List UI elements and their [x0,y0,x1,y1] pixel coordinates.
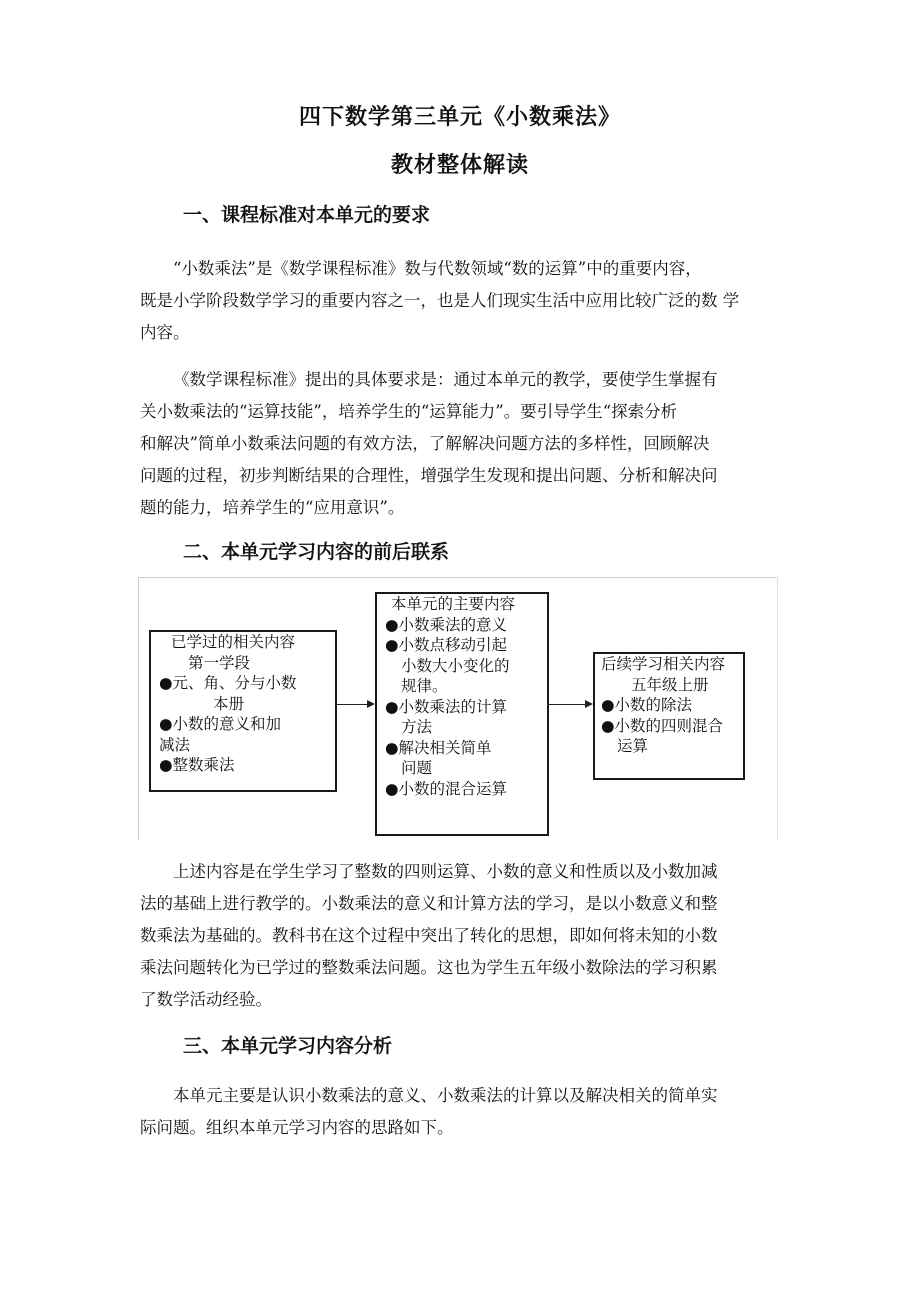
box-line: 五年级上册 [631,675,709,694]
arrow-connector [335,704,367,705]
text-line: 数乘法为基础的。教科书在这个过程中突出了转化的思想，即如何将未知的小数 [140,926,718,945]
text-line: 《数学课程标准》提出的具体要求是：通过本单元的教学，要使学生掌握有 [173,370,718,389]
box-line: 已学过的相关内容 [171,633,296,651]
document-subtitle: 教材整体解读 [390,153,529,178]
prior-knowledge-box [149,630,337,792]
box-line: ●元、角、分与小数 [159,674,297,692]
section-1-paragraph-1 [140,253,802,349]
text-line: 乘法问题转化为已学过的整数乘法问题。这也为学生五年级小数除法的学习积累 [140,958,718,977]
section-1-paragraph-2 [140,364,802,524]
box-line: 问题 [401,759,433,777]
box-line: ●整数乘法 [159,756,235,774]
box-line: 运算 [617,737,649,755]
section-2-paragraph [140,856,802,1016]
box-line: 小数大小变化的 [401,656,510,675]
text-line: 际问题。组织本单元学习内容的思路如下。 [140,1118,454,1137]
box-line: ●小数的混合运算 [385,779,508,798]
follow-up-content-box [593,652,745,780]
text-line: 关小数乘法的“运算技能”，培养学生的“运算能力”。要引导学生“探索分析 [140,402,678,421]
main-content-box [375,592,549,836]
content-relationship-diagram [138,577,778,840]
box-line: ●小数的四则混合 [601,716,724,735]
box-line: 规律。 [401,677,448,695]
text-line: “小数乘法”是《数学课程标准》数与代数领域“数的运算”中的重要内容， [173,259,702,278]
arrow-connector [547,704,585,705]
text-line: 了数学活动经验。 [140,990,272,1009]
box-line: ●小数乘法的计算 [385,697,508,716]
text-line: 本单元主要是认识小数乘法的意义、小数乘法的计算以及解决相关的简单实 [173,1086,718,1105]
text-line: 上述内容是在学生学习了整数的四则运算、小数的意义和性质以及小数加减 [173,862,718,881]
box-line: 本册 [213,694,245,713]
box-line: 方法 [401,718,433,736]
section-3-heading: 三、本单元学习内容分析 [183,1035,393,1057]
text-line: 内容。 [140,323,190,342]
document-title: 四下数学第三单元《小数乘法》 [298,105,621,130]
box-line: 后续学习相关内容 [601,655,726,673]
text-line: 既是小学阶段数学学习的重要内容之一，也是人们现实生活中应用比较广泛的数 学 [140,291,740,310]
box-line: 第一学段 [188,653,251,672]
arrow-head-icon [585,700,593,708]
box-line: ●小数的意义和加 [159,715,282,733]
box-line: ●小数的除法 [601,696,693,714]
arrow-head-icon [367,700,375,708]
section-1-heading: 一、课程标准对本单元的要求 [183,204,431,226]
box-line: 本单元的主要内容 [391,595,516,613]
box-line: ●小数乘法的意义 [385,615,508,634]
text-line: 和解决”简单小数乘法问题的有效方法，了解解决问题方法的多样性，回顾解决 [140,434,710,453]
text-line: 法的基础上进行教学的。小数乘法的意义和计算方法的学习，是以小数意义和整 [140,894,718,913]
text-line: 题的能力，培养学生的“应用意识”。 [140,498,405,517]
section-2-heading: 二、本单元学习内容的前后联系 [183,541,450,563]
section-3-paragraph [140,1080,802,1144]
box-line: ●解决相关简单 [385,738,492,757]
box-line: 减法 [159,735,191,754]
box-line: ●小数点移动引起 [385,636,508,654]
text-line: 问题的过程，初步判断结果的合理性，增强学生发现和提出问题、分析和解决问 [140,466,718,485]
